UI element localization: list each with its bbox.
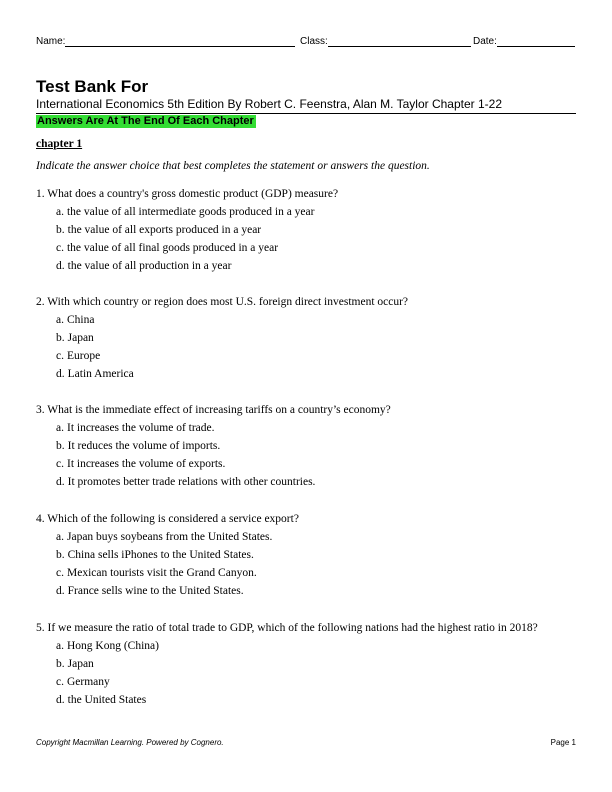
answer-choice[interactable] [36,366,576,384]
instructions-text: Indicate the answer choice that best completes the statement or answers the question. [36,160,430,172]
question-3 [36,402,576,492]
question-4 [36,511,576,601]
question-2 [36,294,576,384]
page-footer [36,738,576,750]
choice-letter: b. [56,224,65,236]
choice-text: the value of all final goods produced in a year [66,242,279,254]
answer-choice[interactable] [36,240,576,258]
question-stem: 3. What is the immediate effect of increasing tariffs on a country’s economy? [36,404,391,416]
choice-letter: d. [56,260,65,272]
choice-letter: b. [56,549,65,561]
answer-choice[interactable] [36,330,576,348]
choice-letter: d. [56,476,65,488]
choice-letter: c. [56,676,64,688]
choice-text: It reduces the volume of imports. [67,440,221,452]
date-label: Date: [473,36,497,47]
answer-choice[interactable] [36,638,576,656]
choice-letter: c. [56,350,64,362]
answers-note-highlight: Answers Are At The End Of Each Chapter [37,115,254,127]
answer-choice[interactable] [36,565,576,583]
copyright-text: Copyright Macmillan Learning. Powered by Cognero. [36,738,224,747]
choice-letter: d. [56,585,65,597]
choice-text: China sells iPhones to the United States. [67,549,254,561]
choice-text: Mexican tourists visit the Grand Canyon. [66,567,257,579]
answer-choice[interactable] [36,348,576,366]
choice-text: the value of all production in a year [67,260,232,272]
name-field[interactable] [36,36,65,47]
choice-text: China [66,314,95,326]
document-title: Test Bank For [36,77,149,96]
answer-choice[interactable] [36,547,576,565]
question-5 [36,620,576,710]
answer-choice[interactable] [36,438,576,456]
choice-text: the value of all exports produced in a year [67,224,262,236]
choice-letter: b. [56,332,65,344]
chapter-heading: chapter 1 [36,138,83,150]
choice-text: Germany [66,676,110,688]
date-field[interactable] [473,36,497,47]
question-1 [36,186,576,276]
choice-text: Japan [67,332,94,344]
choice-letter: a. [56,531,64,543]
question-stem: 2. With which country or region does most U.S. foreign direct investment occur? [36,296,409,308]
choice-text: Japan buys soybeans from the United States. [66,531,273,543]
choice-text: It increases the volume of exports. [66,458,226,470]
answer-choice[interactable] [36,674,576,692]
choice-text: Hong Kong (China) [66,640,159,652]
choice-text: Europe [66,350,101,362]
name-blank[interactable] [65,36,295,47]
choice-letter: a. [56,640,64,652]
answer-choice[interactable] [36,456,576,474]
choice-letter: b. [56,658,65,670]
choice-text: Japan [67,658,94,670]
question-stem: 4. Which of the following is considered a service export? [36,513,299,525]
class-blank[interactable] [328,36,471,47]
document-subtitle: International Economics 5th Edition By Robert C. Feenstra, Alan M. Taylor Chapter 1-22 [36,97,576,114]
student-info-header [36,36,576,50]
choice-text: It promotes better trade relations with other countries. [67,476,316,488]
name-label: Name: [36,36,66,47]
answer-choice[interactable] [36,258,576,276]
choice-letter: d. [56,694,65,706]
question-stem: 5. If we measure the ratio of total trade to GDP, which of the following nations had the highest ratio in 2018? [36,622,538,634]
answer-choice[interactable] [36,204,576,222]
answer-choice[interactable] [36,656,576,674]
choice-letter: b. [56,440,65,452]
choice-letter: c. [56,458,64,470]
answer-choice[interactable] [36,692,576,710]
answer-choice[interactable] [36,583,576,601]
choice-letter: d. [56,368,65,380]
answer-choice[interactable] [36,312,576,330]
choice-text: Latin America [67,368,134,380]
choice-text: the value of all intermediate goods produced in a year [66,206,315,218]
class-label: Class: [300,36,328,47]
choice-letter: a. [56,314,64,326]
choice-letter: c. [56,567,64,579]
answer-choice[interactable] [36,420,576,438]
choice-letter: a. [56,206,64,218]
choice-letter: a. [56,422,64,434]
answer-choice[interactable] [36,222,576,240]
question-stem: 1. What does a country's gross domestic product (GDP) measure? [36,188,339,200]
choice-text: the United States [67,694,147,706]
date-blank[interactable] [497,36,575,47]
page-number: Page 1 [550,738,576,747]
answer-choice[interactable] [36,529,576,547]
choice-text: It increases the volume of trade. [66,422,215,434]
choice-text: France sells wine to the United States. [67,585,244,597]
answer-choice[interactable] [36,474,576,492]
choice-letter: c. [56,242,64,254]
class-field[interactable] [300,36,328,47]
